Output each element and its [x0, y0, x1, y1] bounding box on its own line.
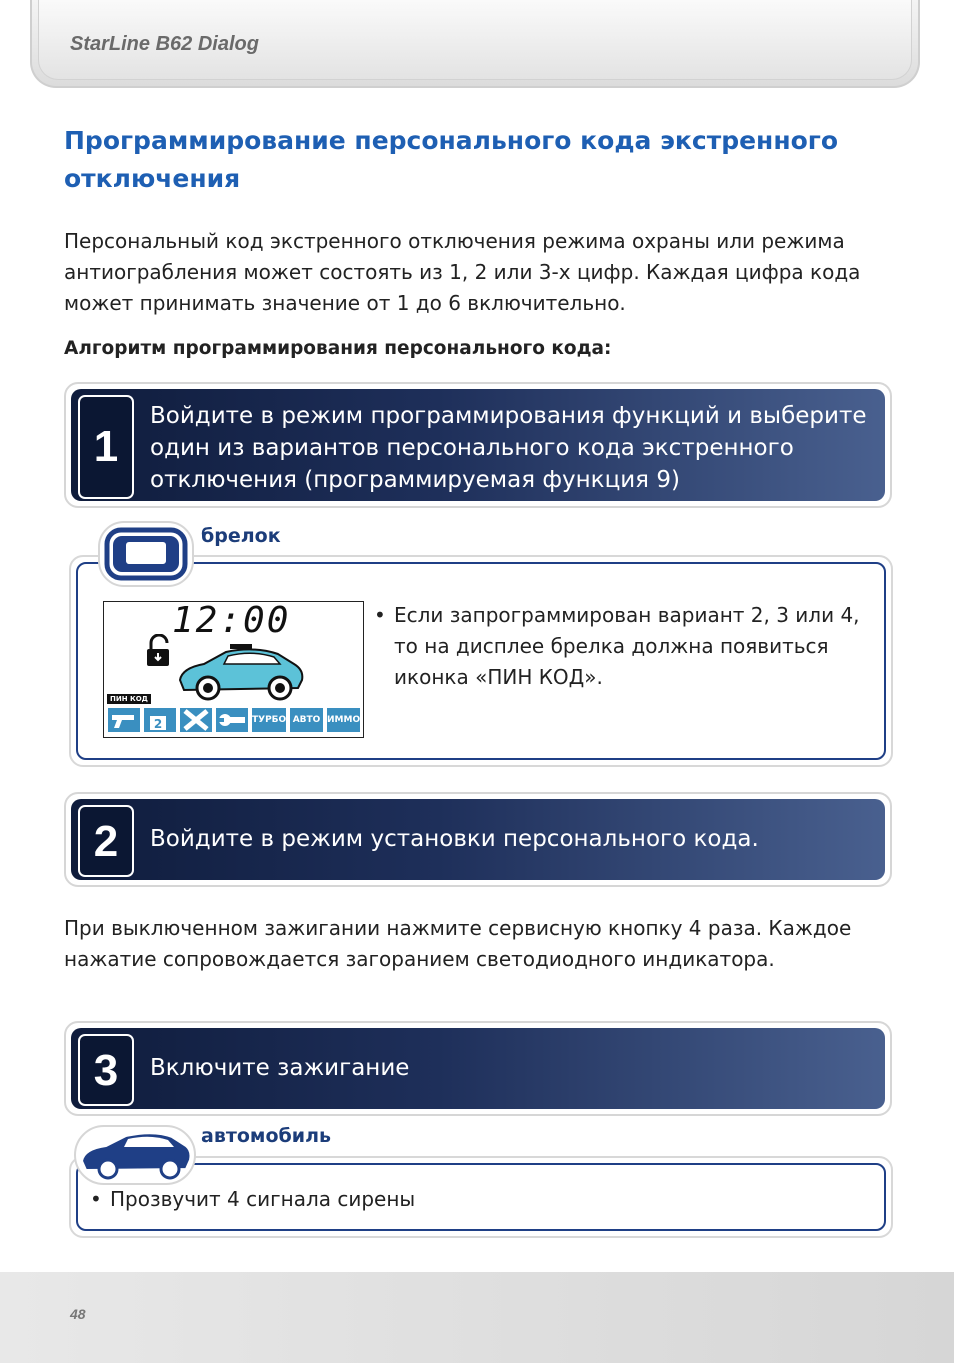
turbo-icon: ТУРБО [252, 708, 286, 732]
keyfob-bullet-text: Если запрограммирован вариант 2, 3 или 4, то на дисплее брелка должна появиться иконка «ПИН КОД». [394, 603, 860, 689]
header-band [30, 0, 920, 88]
wrench-icon [216, 708, 248, 732]
car-icon [174, 640, 306, 706]
auto-icon: АВТО [290, 708, 323, 732]
car-badge [74, 1125, 196, 1185]
cross-icon [180, 708, 212, 732]
car-icon [76, 1127, 194, 1183]
step-2-banner [71, 799, 885, 880]
step-1-number: 1 [78, 395, 134, 499]
step-3-number: 3 [78, 1034, 134, 1106]
keyfob-badge [98, 521, 194, 587]
intro-paragraph: Персональный код экстренного отключения режима охраны или режима антиограбления может состоять из 1, 2 или 3-х цифр. Каждая цифра кода может принимать значение от 1 до 6 включительно. [64, 229, 861, 315]
car-bullet [90, 1184, 810, 1215]
step-2-number: 2 [78, 805, 134, 877]
lcd-time: 12:00 [172, 600, 291, 641]
bullet-dot: • [374, 603, 386, 627]
page-number: 48 [70, 1306, 86, 1322]
keyfob-bullet [374, 600, 879, 693]
step-3-box [64, 1021, 892, 1116]
step-3-text: Включите зажигание [150, 1055, 410, 1081]
car-bullet-text: Прозвучит 4 сигнала сирены [110, 1187, 416, 1211]
keyfob-lcd-display [103, 601, 364, 738]
gun-icon [108, 708, 140, 732]
immo-icon: ИММО [327, 708, 360, 732]
step-3-banner [71, 1028, 885, 1109]
step-1-box [64, 382, 892, 508]
svg-text:2: 2 [153, 717, 163, 731]
footer-band [0, 1272, 954, 1363]
car-label: автомобиль [201, 1125, 332, 1147]
two-icon [144, 708, 176, 732]
step-1-banner [71, 389, 885, 501]
page-title: Программирование персонального кода экстренного отключения [64, 126, 838, 193]
algorithm-subheading: Алгоритм программирования персонального кода: [64, 338, 612, 359]
step-1-text: Войдите в режим программирования функций и выберите один из вариантов персонального кода экстренного отключения (программируемая функция 9) [150, 403, 867, 493]
bullet-dot: • [90, 1187, 102, 1211]
step-2-note: При выключенном зажигании нажмите сервисную кнопку 4 раза. Каждое нажатие сопровождается загоранием светодиодного индикатора. [64, 916, 852, 971]
step-2-box [64, 792, 892, 887]
step-2-text: Войдите в режим установки персонального кода. [150, 826, 759, 852]
keyfob-label: брелок [201, 525, 281, 547]
header-title: StarLine B62 Dialog [70, 33, 259, 55]
lcd-pin-code-label: ПИН КОД [107, 694, 151, 704]
lcd-icon-row [108, 708, 360, 732]
keyfob-icon [100, 523, 192, 585]
lock-icon [144, 634, 174, 668]
